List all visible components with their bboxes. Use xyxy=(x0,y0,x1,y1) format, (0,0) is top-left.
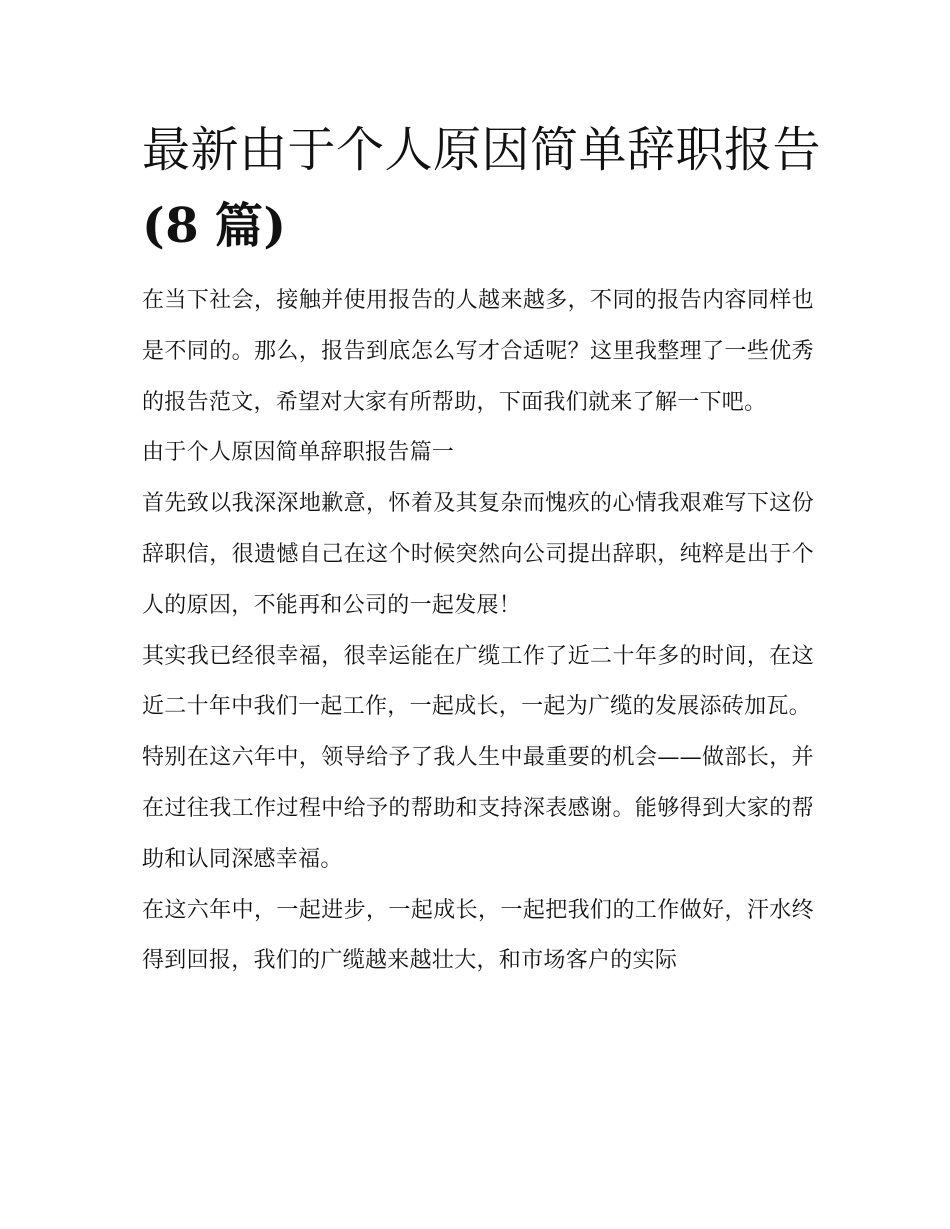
body-paragraph: 在这六年中，一起进步，一起成长，一起把我们的工作做好，汗水终得到回报，我们的广缆越来越壮大，和市场客户的实际 xyxy=(142,897,814,974)
title-text-main: 最新由于个人原因简单辞职报告 xyxy=(142,122,822,178)
body-paragraph: 首先致以我深深地歉意，怀着及其复杂而愧疚的心情我艰难写下这份辞职信，很遗憾自己在这个时候突然向公司提出辞职，纯粹是出于个人的原因，不能再和公司的一起发展！ xyxy=(142,491,814,618)
document-body xyxy=(142,276,814,987)
body-paragraph: 特别在这六年中，领导给予了我人生中最重要的机会——做部长，并在过往我工作过程中给予的帮助和支持深表感谢。能够得到大家的帮助和认同深感幸福。 xyxy=(142,745,814,872)
intro-paragraph: 在当下社会，接触并使用报告的人越来越多，不同的报告内容同样也是不同的。那么，报告到底怎么写才合适呢？这里我整理了一些优秀的报告范文，希望对大家有所帮助，下面我们就来了解一下吧。 xyxy=(142,288,814,415)
section-heading: 由于个人原因简单辞职报告篇一 xyxy=(142,440,455,466)
document-title xyxy=(142,112,822,264)
title-text-number: (8 xyxy=(142,198,200,254)
body-paragraph: 其实我已经很幸福，很幸运能在广缆工作了近二十年多的时间，在这近二十年中我们一起工作，一起成长，一起为广缆的发展添砖加瓦。 xyxy=(142,643,814,720)
title-text-suffix: 篇) xyxy=(214,198,287,254)
